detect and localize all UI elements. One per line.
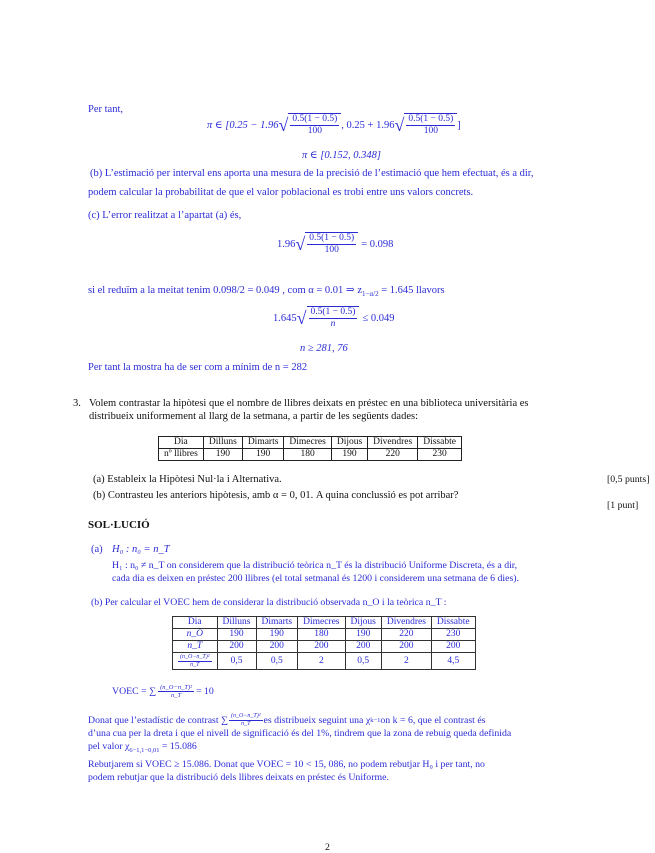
table-cell: 2	[298, 653, 345, 670]
error-coef: 1.96	[277, 238, 296, 250]
table-cell: Dia	[159, 437, 204, 449]
rebut-line2: podem rebutjar que la distribució dels llibres deixats en préstec és Uniforme.	[88, 772, 389, 783]
donat-frac-num: (n_O−n_T)²	[231, 713, 261, 719]
interval-sqrt1-num: 0.5(1 − 0.5)	[292, 114, 338, 124]
ineq-num: 0.5(1 − 0.5)	[310, 307, 356, 317]
donat-line3-sub: 6−1,1−0,01	[129, 746, 160, 754]
table-cell: Dilluns	[217, 617, 256, 629]
interval-result: π ∈ [0.152, 0.348]	[302, 150, 381, 161]
donat-line1	[88, 713, 485, 728]
reduce-text: si el reduïm a la meitat tenim 0.098/2 = 0.049 , com α = 0.01 ⇒ z	[88, 285, 363, 296]
table-cell: 230	[418, 449, 462, 461]
table-row	[159, 437, 462, 449]
table-cell: 190	[203, 449, 242, 461]
table-cell: 200	[217, 641, 256, 653]
table-cell: 190	[256, 629, 298, 641]
reduce-sub: 1−α/2	[362, 290, 379, 299]
voec-den: n_T	[171, 692, 182, 699]
solution-heading: SOL·LUCIÓ	[88, 519, 150, 531]
table-cell: 0,5	[256, 653, 298, 670]
error-den: 100	[324, 245, 339, 255]
table-cell: 2	[381, 653, 431, 670]
donat-line2: d’una cua per la dreta i que el nivell de significació és del 1%, tindrem que la zona de rebuig queda definida	[88, 728, 512, 739]
donat-line3	[88, 741, 197, 754]
donat-frac-den: n_T	[241, 721, 251, 727]
sqrt-symbol-icon: √	[296, 308, 307, 328]
h1-line2: cada dia es deixen en préstec 200 llibres (el total setmanal és 1200 i considerem una setmana de 6 dies).	[112, 573, 519, 584]
interval-sqrt1-den: 100	[307, 126, 322, 136]
table-cell: 0,5	[217, 653, 256, 670]
chi-num: (n_O−n_T)²	[180, 653, 210, 660]
table-cell: 200	[345, 641, 381, 653]
table-cell: 4,5	[431, 653, 475, 670]
chi-fraction	[178, 654, 212, 669]
donat-line1-c: on k = 6, que el contrast és	[380, 715, 486, 726]
table-cell: 190	[345, 629, 381, 641]
h1-line1: H₁ : n₀ ≠ n_T on considerem que la distribució teòrica n_T és la distribució Uniforme Discreta, és a dir,	[112, 560, 518, 571]
table-cell: 200	[381, 641, 431, 653]
solution-a-label: (a)	[91, 544, 103, 555]
table-cell: Dijous	[345, 617, 381, 629]
ineq-coef: 1.645	[273, 312, 297, 324]
interval-sqrt2-den: 100	[423, 126, 438, 136]
table-cell	[173, 653, 218, 670]
table-cell: Dimarts	[242, 437, 284, 449]
table-row	[173, 641, 476, 653]
sqrt-symbol-icon: √	[278, 115, 289, 135]
sqrt-symbol-icon: √	[394, 115, 405, 135]
table-cell: 220	[381, 629, 431, 641]
donat-line3-a: pel valor χ	[88, 741, 130, 752]
page-number: 2	[325, 842, 330, 853]
reduce-line	[88, 284, 445, 298]
table-cell: Divendres	[381, 617, 431, 629]
conclusion-c: Per tant la mostra ha de ser com a mínim de n = 282	[88, 362, 308, 373]
table-cell: n_O	[173, 629, 218, 641]
donat-line3-b: = 15.086	[159, 741, 197, 752]
reduce-tail: = 1.645 llavors	[378, 285, 445, 296]
table-cell: Dissabte	[418, 437, 462, 449]
data-table	[158, 436, 462, 461]
statement-line1: Volem contrastar la hipòtesi que el nombre de llibres deixats en préstec en una biblioteca universitària es	[89, 398, 529, 409]
table-cell: 200	[256, 641, 298, 653]
chi-den: n_T	[190, 661, 200, 668]
donat-line1-sub: k−1	[370, 717, 381, 724]
table-row	[173, 629, 476, 641]
table-cell: Dissabte	[431, 617, 475, 629]
table-row	[173, 617, 476, 629]
table-cell: 180	[284, 449, 331, 461]
part-c-line1: (c) L’error realitzat a l’apartat (a) és,	[88, 210, 242, 221]
rebut-line1: Rebutjarem si VOEC ≥ 15.086. Donat que VOEC = 10 < 15, 086, no podem rebutjar H₀ i per tant, no	[88, 759, 485, 770]
table-cell: 220	[368, 449, 418, 461]
n-result: n ≥ 281, 76	[300, 343, 348, 354]
solution-b-line: (b) Per calcular el VOEC hem de considerar la distribució observada n_O i la teòrica n_T :	[91, 597, 447, 608]
table-row	[173, 653, 476, 670]
h0-hypothesis: H₀ : n₀ = n_T	[112, 544, 170, 555]
error-num: 0.5(1 − 0.5)	[309, 233, 355, 243]
table-cell: Dimecres	[298, 617, 345, 629]
interval-close: ]	[457, 119, 461, 131]
interval-formula	[207, 113, 461, 137]
table-cell: Dia	[173, 617, 218, 629]
statement-line2: distribueix uniformement al llarg de la setmana, a partir de les següents dades:	[89, 411, 418, 422]
voec-left: VOEC = ∑	[112, 686, 157, 697]
interval-sqrt2-num: 0.5(1 − 0.5)	[408, 114, 454, 124]
ineq-den: n	[330, 319, 336, 329]
problem-number: 3.	[73, 398, 81, 409]
error-formula	[277, 232, 393, 256]
question-a-points: [0,5 punts]	[607, 474, 650, 485]
ineq-result: ≤ 0.049	[362, 312, 395, 324]
question-a: (a) Estableix la Hipòtesi Nul·la i Alternativa.	[93, 474, 282, 485]
voec-right: = 10	[196, 686, 214, 697]
table-cell: 190	[242, 449, 284, 461]
voec-num: (n_O−n_T)²	[160, 684, 193, 691]
per-tant-text: Per tant,	[88, 104, 123, 115]
interval-mid: , 0.25 + 1.96	[341, 119, 395, 131]
part-b-line1: (b) L’estimació per interval ens aporta una mesura de la precisió de l’estimació que hem efectuat, és a dir,	[90, 168, 534, 179]
question-b: (b) Contrasteu les anteriors hipòtesis, amb α = 0, 01. A quina conclussió es pot arribar?	[93, 490, 459, 501]
solution-table	[172, 616, 476, 670]
table-row	[159, 449, 462, 461]
table-cell: nº llibres	[159, 449, 204, 461]
table-cell: 190	[331, 449, 367, 461]
table-cell: 190	[217, 629, 256, 641]
table-cell: 0,5	[345, 653, 381, 670]
table-cell: n_T	[173, 641, 218, 653]
voec-formula	[112, 684, 214, 699]
donat-line1-b: es distribueix seguint una χ	[263, 715, 371, 726]
question-b-points: [1 punt]	[607, 500, 639, 511]
sqrt-symbol-icon: √	[295, 234, 306, 254]
table-cell: Dimecres	[284, 437, 331, 449]
table-cell: Divendres	[368, 437, 418, 449]
table-cell: Dimarts	[256, 617, 298, 629]
donat-line1-a: Donat que l’estadístic de contrast ∑	[88, 715, 229, 726]
interval-left: π ∈ [0.25 − 1.96	[207, 120, 279, 131]
table-cell: Dilluns	[203, 437, 242, 449]
table-cell: Dijous	[331, 437, 367, 449]
table-cell: 200	[431, 641, 475, 653]
error-result: = 0.098	[361, 238, 394, 250]
table-cell: 180	[298, 629, 345, 641]
part-b-line2: podem calcular la probabilitat de que el valor poblacional es trobi entre uns valors concrets.	[88, 187, 474, 198]
inequality-formula	[273, 306, 394, 330]
table-cell: 200	[298, 641, 345, 653]
table-cell: 230	[431, 629, 475, 641]
